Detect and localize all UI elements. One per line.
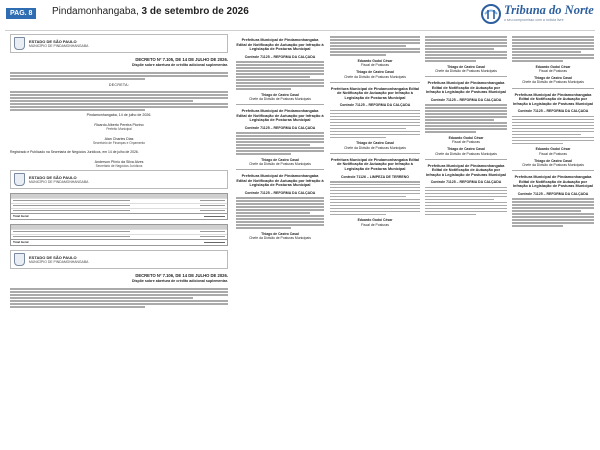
notice-control-heading: Controle 71125 – REFORMA DA CALÇADA bbox=[430, 98, 502, 103]
municipal-crest-icon bbox=[14, 253, 25, 266]
masthead-tagline: o seu compromisso com a notícia livre bbox=[504, 18, 564, 22]
notice-signature: Eduardo Godoi César Fiscal de Posturas bbox=[535, 147, 571, 156]
municipal-heading bbox=[10, 34, 228, 53]
signature-legal-secretary: Anderson Plínio da Silva Alves Secretário de Negócios Jurídicos bbox=[94, 159, 144, 168]
registry-note: Registrado e Publicado na Secretaria de Negócios Jurídicos, em 14 de julho de 2026. bbox=[10, 149, 139, 154]
notices-column bbox=[425, 34, 507, 448]
notice-heading: Prefeitura Municipal de Pindamonhangaba Edital de Notificação de Autuação por Infração à Legislação de Posturas Municipal bbox=[236, 38, 324, 52]
notice-signature: Eduardo Godoi César Fiscal de Posturas bbox=[448, 135, 484, 145]
header-divider bbox=[5, 30, 595, 31]
notice-heading: Prefeitura Municipal de Pindamonhangaba Edital de Notificação de Autuação por Infração à Legislação de Posturas Municipal bbox=[426, 81, 506, 95]
notice-signature: Thiago de Castro Casal Chefe da Divisão de Posturas Municipais bbox=[249, 231, 311, 240]
signature-mayor: Ricardo Alberto Pereira Piorino Prefeito Municipal bbox=[94, 122, 144, 131]
notice-signature: Thiago de Castro Casal Chefe da Divisão de Posturas Municipais bbox=[522, 158, 584, 167]
state-name: ESTADO DE SÃO PAULO bbox=[29, 39, 77, 44]
notices-column bbox=[330, 34, 420, 448]
page-number-badge: PAG. 8 bbox=[6, 8, 36, 19]
municipal-crest-icon bbox=[14, 37, 25, 50]
decree-subtitle: Dispõe sobre abertura de crédito adicional suplementar. bbox=[131, 278, 228, 283]
page-date-value: 3 de setembro de 2026 bbox=[141, 6, 249, 17]
notice-heading: Prefeitura Municipal de Pindamonhangaba Edital de Notificação de Autuação por Infração à Legislação de Posturas Municipal bbox=[330, 86, 420, 100]
notice-control-heading: Controle 71126 – LIMPEZA DE TERRENO bbox=[341, 174, 409, 179]
notice-control-heading: Controle 71125 – REFORMA DA CALÇADA bbox=[244, 190, 316, 195]
masthead-logo bbox=[480, 3, 595, 27]
notice-heading: Prefeitura Municipal de Pindamonhangaba Edital de Notificação de Autuação por Infração à Legislação de Posturas Municipal bbox=[236, 174, 324, 188]
notice-heading: Prefeitura Municipal de Pindamonhangaba Edital de Notificação de Autuação por Infração à Legislação de Posturas Municipal bbox=[513, 175, 593, 189]
notice-signature: Thiago de Castro Casal Chefe da Divisão de Posturas Municipais bbox=[435, 64, 497, 74]
notice-control-heading: Controle 71125 – REFORMA DA CALÇADA bbox=[339, 103, 411, 108]
notices-column bbox=[236, 34, 324, 448]
decreta-heading: DECRETA: bbox=[108, 82, 130, 87]
notice-control-heading: Controle 71125 – REFORMA DA CALÇADA bbox=[517, 191, 589, 196]
page-header bbox=[0, 0, 600, 28]
masthead-logo-icon bbox=[480, 4, 502, 24]
notices-column bbox=[512, 34, 594, 448]
notice-signature: Thiago de Castro Casal Chefe da Divisão de Posturas Municipais bbox=[249, 157, 311, 166]
budget-table-total: Total Geral bbox=[11, 213, 227, 219]
notice-signature: Thiago de Castro Casal Chefe da Divisão de Posturas Municipais bbox=[522, 76, 584, 85]
decree-title: DECRETO Nº 7.105, DE 14 DE JULHO DE 2026. bbox=[135, 57, 228, 62]
notice-control-heading: Controle 71125 – REFORMA DA CALÇADA bbox=[517, 109, 589, 114]
notice-control-heading: Controle 71125 – REFORMA DA CALÇADA bbox=[244, 54, 316, 59]
notice-signature: Thiago de Castro Casal Chefe da Divisão de Posturas Municipais bbox=[344, 70, 406, 79]
signature-finance-secretary: Alan Charles Dias Secretário de Finanças e Orçamento bbox=[92, 136, 146, 145]
decree-articles bbox=[10, 89, 228, 111]
notice-signature: Eduardo Godoi César Fiscal de Posturas bbox=[357, 218, 393, 227]
page-date bbox=[52, 6, 249, 17]
municipal-heading: ESTADO DE SÃO PAULO MUNICÍPIO DE PINDAMONHANGABA bbox=[10, 170, 228, 189]
decree-column bbox=[10, 34, 228, 448]
decree-title: DECRETO Nº 7.106, DE 14 DE JULHO DE 2026. bbox=[135, 272, 228, 278]
notice-heading: Prefeitura Municipal de Pindamonhangaba Edital de Notificação de Autuação por Infração à Legislação de Posturas Municipal bbox=[513, 92, 593, 106]
notice-heading: Prefeitura Municipal de Pindamonhangaba Edital de Notificação de Autuação por Infração à Legislação de Posturas Municipal bbox=[236, 109, 324, 123]
notice-signature: Thiago de Castro Casal Chefe da Divisão de Posturas Municipais bbox=[344, 141, 406, 150]
notice-heading: Prefeitura Municipal de Pindamonhangaba Edital de Notificação de Autuação por Infração à Legislação de Posturas Municipal bbox=[330, 157, 420, 171]
notice-signature: Thiago de Castro Casal Chefe da Divisão de Posturas Municipais bbox=[249, 92, 311, 101]
decree-place-date: Pindamonhangaba, 14 de julho de 2026. bbox=[86, 112, 152, 117]
page-city: Pindamonhangaba, bbox=[52, 6, 139, 17]
municipality-name: MUNICÍPIO DE PINDAMONHANGABA bbox=[29, 44, 89, 48]
municipal-crest-icon bbox=[14, 173, 25, 186]
decree-subtitle: Dispõe sobre abertura de crédito adicional suplementar. bbox=[131, 63, 228, 67]
notice-control-heading: Controle 71125 – REFORMA DA CALÇADA bbox=[244, 125, 316, 130]
budget-table bbox=[10, 193, 228, 220]
decree-preamble bbox=[10, 70, 228, 80]
notice-signature: Eduardo Godoi César Fiscal de Posturas bbox=[535, 64, 571, 74]
budget-table-total: Total Geral bbox=[11, 239, 227, 245]
notice-signature: Eduardo Godoi César Fiscal de Posturas bbox=[357, 58, 393, 68]
notice-signature: Thiago de Castro Casal Chefe da Divisão de Posturas Municipais bbox=[435, 147, 497, 156]
notice-heading: Prefeitura Municipal de Pindamonhangaba Edital de Notificação de Autuação por Infração à Legislação de Posturas Municipal bbox=[426, 163, 506, 177]
municipal-heading: ESTADO DE SÃO PAULO MUNICÍPIO DE PINDAMONHANGABA bbox=[10, 250, 228, 269]
notice-control-heading: Controle 71125 – REFORMA DA CALÇADA bbox=[430, 180, 502, 185]
budget-table bbox=[10, 224, 228, 246]
masthead-brand-name: Tribuna do Norte bbox=[504, 3, 594, 17]
